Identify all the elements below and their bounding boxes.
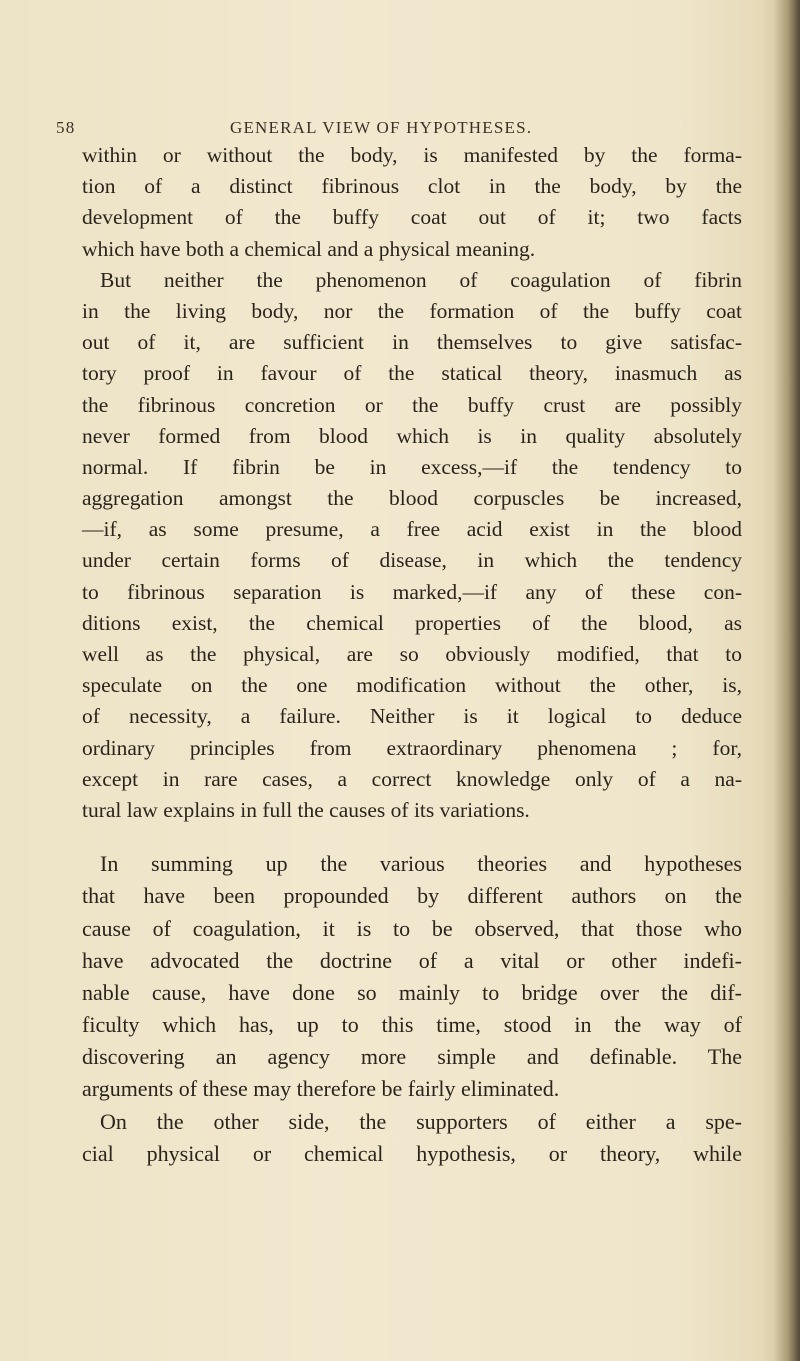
text-line: which have both a chemical and a physical meaning. [82,236,536,261]
text-line: tory proof in favour of the statical theory, inasmuch as [82,361,742,386]
text-line: to fibrinous separation is marked,—if any of these con- [82,579,742,604]
text-line: have advocated the doctrine of a vital or other indefi- [82,947,742,973]
text-line: ditions exist, the chemical properties of the blood, as [82,610,742,635]
text-line: that have been propounded by different authors on the [82,883,742,909]
text-line: development of the buffy coat out of it; two facts [82,205,742,230]
text-line: the fibrinous concretion or the buffy crust are possibly [82,392,742,417]
paragraph-2 [82,265,742,826]
text-line: well as the physical, are so obviously modified, that to [82,642,742,666]
text-line: normal. If fibrin be in excess,—if the tendency to [82,454,742,479]
text-line: arguments of these may therefore be fairly eliminated. [82,1076,560,1102]
body-text [82,140,742,1170]
text-line: never formed from blood which is in quality absolutely [82,423,742,448]
text-line: of necessity, a failure. Neither is it logical to deduce [82,704,742,729]
text-line: On the other side, the supporters of either a spe- [100,1108,742,1134]
text-line: out of it, are sufficient in themselves to give satisfac- [82,330,742,355]
text-line: ordinary principles from extraordinary phenomena ; for, [82,735,742,760]
text-line: But neither the phenomenon of coagulation of fibrin [100,267,742,292]
text-line: —if, as some presume, a free acid exist in the blood [82,517,742,542]
page-number: 58 [56,118,76,137]
paragraph-1 [82,140,742,265]
text-line: cause of coagulation, it is to be observed, that those who [82,915,742,941]
text-line: cial physical or chemical hypothesis, or theory, while [82,1140,742,1166]
text-line: under certain forms of disease, in which the tendency [82,548,742,573]
text-line: discovering an agency more simple and definable. The [82,1044,742,1070]
page-edge-shadow [774,0,800,1361]
text-line: In summing up the various theories and hypotheses [100,851,742,877]
text-line: ficulty which has, up to this time, stood in the way of [82,1012,742,1038]
paragraph-3 [82,848,742,1106]
paragraph-4 [82,1106,742,1170]
text-line: in the living body, nor the formation of the buffy coat [82,298,742,323]
page-header [56,114,616,142]
text-line: speculate on the one modification without the other, is, [82,673,742,698]
running-title: GENERAL VIEW OF HYPOTHESES. [230,118,533,137]
text-line: tion of a distinct fibrinous clot in the body, by the [82,174,742,199]
text-line: aggregation amongst the blood corpuscles be increased, [82,486,742,511]
paragraph-gap [82,826,742,848]
text-line: within or without the body, is manifested by the forma- [82,143,742,167]
text-line: tural law explains in full the causes of its variations. [82,797,530,822]
text-line: except in rare cases, a correct knowledge only of a na- [82,766,742,791]
text-line: nable cause, have done so mainly to bridge over the dif- [82,979,742,1005]
